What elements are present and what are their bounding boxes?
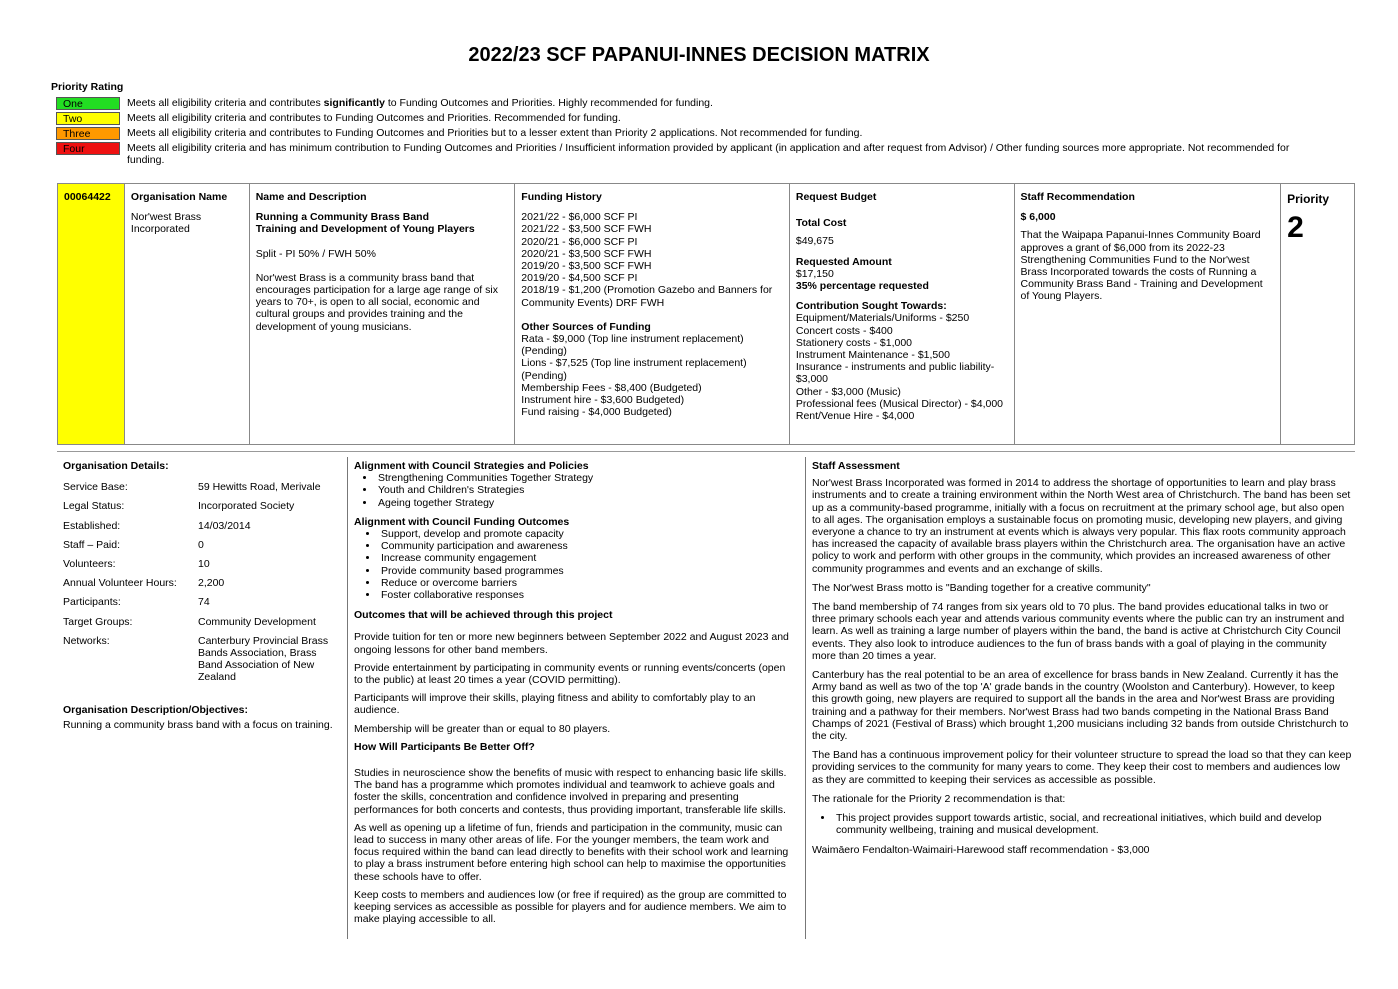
project-outcome-item: Provide entertainment by participating in community events or running events/concerts (open to the public) at least 20 times a year (COVID permitting). (354, 661, 786, 687)
total-cost-label: Total Cost (795, 217, 847, 230)
funding-history-item: 2020/21 - $3,500 SCF FWH (521, 247, 652, 260)
name-description-heading: Name and Description (255, 191, 367, 203)
project-outcome-item: Provide tuition for ten or more new beginners between September 2022 and August 2023 and ongoing lessons for other band members. (354, 631, 789, 656)
organisation-name-heading: Organisation Name (130, 191, 228, 203)
detail-label: Established: (63, 519, 121, 532)
funding-outcomes-heading: Alignment with Council Funding Outcomes (354, 515, 570, 528)
organisation-details-heading: Organisation Details: (63, 460, 169, 472)
column-divider-left (347, 457, 348, 939)
funding-outcomes-list (354, 528, 796, 601)
funding-history-list (521, 211, 783, 309)
detail-value: Canterbury Provincial Brass Bands Association, Brass Band Association of New Zealand (198, 634, 329, 684)
detail-label: Target Groups: (63, 615, 133, 628)
contribution-item: Instrument Maintenance - $1,500 (795, 349, 950, 362)
project-name-line-2: Training and Development of Young Players (255, 223, 475, 236)
detail-label: Participants: (63, 596, 121, 609)
funding-history-heading: Funding History (521, 191, 602, 203)
rationale-item: • This project provides support towards artistic, social, and recreational initiatives, which build and develop community wellbeing, training and musical development. (834, 812, 1352, 836)
name-description-cell (250, 184, 516, 444)
column-divider-right (805, 457, 806, 939)
total-cost-value: $49,675 (795, 235, 834, 248)
detail-row (63, 577, 343, 589)
priority-rating-row (56, 97, 1326, 110)
funding-history-item: 2019/20 - $4,500 SCF PI (521, 272, 638, 285)
staff-assessment-footer: Waimāero Fendalton-Waimairi-Harewood staff recommendation - $3,000 (812, 844, 1150, 857)
contribution-item: Other - $3,000 (Music) (795, 385, 901, 398)
other-source-item: Instrument hire - $3,600 Budgeted) (521, 394, 685, 407)
detail-label: Volunteers: (63, 558, 116, 571)
organisation-details-section (63, 457, 343, 731)
organisation-description-heading: Organisation Description/Objectives: (63, 703, 248, 716)
priority-swatch: Two (56, 112, 120, 125)
staff-assessment-paragraph: The rationale for the Priority 2 recommendation is that: (812, 792, 1066, 805)
detail-label: Service Base: (63, 481, 128, 494)
funding-history-item: 2021/22 - $6,000 SCF PI (521, 211, 638, 224)
priority-rating-row (56, 142, 1326, 167)
detail-row (63, 520, 343, 532)
funding-outcome-item: • Reduce or overcome barriers (379, 577, 796, 589)
priority-swatch: Four (56, 142, 120, 155)
other-source-item: Lions - $7,525 (Top line instrument replacement) (Pending) (521, 357, 747, 382)
detail-label: Annual Volunteer Hours: (63, 577, 177, 590)
staff-assessment-paragraph: The band membership of 74 ranges from six years old to 70 plus. The band provides educational talks in two or three primary schools each year and attends various community events where the public can try an instrument and learn. As well as training a large number of players within the band, the band is active at Christchurch City Council events. They also look to introduce audiences to the fun of brass bands with a goal of playing in the community more than 20 times a year. (812, 601, 1345, 662)
project-description: Nor'west Brass is a community brass band that encourages participation for a large age range of six years to 70+, is open to all social, economic and cultural groups and provides training and the development of young musicians. (255, 271, 498, 333)
staff-assessment-paragraph: Canterbury has the real potential to be an area of excellence for brass bands in New Zealand. Currently it has the Army band as well as two of the top 'A' grade bands in the country (Woolston and Canterbury). However, to keep this growth going, new players are required to support all the bands in the area and Nor'west Brass are providing training and a pathway for their members. Nor'west Brass had two bands competing in the National Brass Band Champs of 2021 (Festival of Brass) which brought 1,200 musicians including 32 bands from outside Christchurch to the city. (812, 669, 1349, 743)
priority-rating-heading: Priority Rating (51, 81, 124, 93)
staff-assessment-paragraph: The Nor'west Brass motto is "Banding together for a creative community" (812, 581, 1151, 594)
detail-value: 59 Hewitts Road, Merivale (198, 481, 321, 494)
rationale-list (812, 812, 1352, 836)
detail-row (63, 558, 343, 570)
detail-value: 10 (198, 558, 210, 571)
detail-value: 74 (198, 596, 210, 609)
contribution-item: Concert costs - $400 (795, 324, 893, 337)
project-outcomes-heading: Outcomes that will be achieved through this project (354, 609, 613, 622)
priority-description: Meets all eligibility criteria and contributes to Funding Outcomes and Priorities but to a lesser extent than Priority 2 applications. Not recommended for funding. (127, 127, 863, 139)
priority-cell (1281, 184, 1354, 444)
strategies-list (354, 472, 796, 509)
project-name-line-1: Running a Community Brass Band (255, 211, 429, 224)
funding-outcome-item: • Foster collaborative responses (379, 589, 796, 601)
request-budget-heading: Request Budget (795, 191, 877, 203)
project-outcome-item: Membership will be greater than or equal to 80 players. (354, 722, 611, 735)
contribution-item: Stationery costs - $1,000 (795, 336, 913, 349)
priority-rating-row (56, 112, 1326, 125)
contribution-heading: Contribution Sought Towards: (795, 300, 947, 313)
application-id-cell (58, 184, 125, 444)
other-sources-heading: Other Sources of Funding (521, 320, 651, 333)
better-off-paragraph: Keep costs to members and audiences low (or free if required) as the group are committed to keeping services as accessible as possible for players and for audience members. We aim to make playing accessible to all. (354, 888, 787, 926)
detail-row (63, 616, 343, 628)
request-budget-cell (790, 184, 1015, 444)
detail-row (63, 596, 343, 608)
staff-assessment-heading: Staff Assessment (812, 460, 900, 472)
priority-description-emphasis: significantly (323, 97, 385, 109)
funding-history-item: 2019/20 - $3,500 SCF FWH (521, 260, 652, 273)
contribution-item: Equipment/Materials/Uniforms - $250 (795, 312, 970, 325)
priority-description: Meets all eligibility criteria and contributes significantly to Funding Outcomes and Priorities. Highly recommended for funding. (127, 97, 713, 109)
staff-assessment-section (812, 457, 1352, 857)
staff-assessment-paragraphs (812, 477, 1352, 805)
detail-value: 14/03/2014 (198, 519, 251, 532)
detail-value: 0 (198, 538, 204, 551)
contribution-item: Rent/Venue Hire - $4,000 (795, 410, 915, 423)
staff-assessment-paragraph: The Band has a continuous improvement policy for their volunteer structure to spread the load so that they can keep providing services to the community for many years to come. They keep their cost to members and audiences low as they are committed to keeping their services as accessible as possible. (812, 749, 1352, 786)
detail-row (63, 635, 343, 684)
requested-amount-label: Requested Amount (795, 255, 892, 268)
staff-recommendation-heading: Staff Recommendation (1020, 191, 1135, 203)
requested-amount-value: $17,150 (795, 267, 834, 280)
detail-row (63, 500, 343, 512)
priority-description: Meets all eligibility criteria and contributes to Funding Outcomes and Priorities. Recommended for funding. (127, 112, 621, 124)
strategies-heading: Alignment with Council Strategies and Policies (354, 460, 589, 472)
contribution-item: Professional fees (Musical Director) - $4,000 (795, 397, 1004, 410)
other-source-item: Rata - $9,000 (Top line instrument replacement) (Pending) (521, 333, 744, 358)
organisation-name: Nor'west Brass Incorporated (130, 211, 202, 236)
staff-recommendation-text: That the Waipapa Papanui-Innes Community Board approves a grant of $6,000 from its 2022-23 Strengthening Communities Fund to the Nor'west Brass Incorporated towards the costs of Running a Community Brass Band - Training and Development of Young Players. (1020, 229, 1263, 303)
contribution-list (796, 312, 1008, 422)
priority-rating-row (56, 127, 1326, 140)
detail-label: Staff – Paid: (63, 538, 121, 551)
staff-assessment-paragraph: Nor'west Brass Incorporated was formed in 2014 to address the shortage of opportunities to learn and play brass instruments and to create a training environment within the North West area of Christchurch. The band has been set up as a community-based programme, initially with a focus on recruitment at the primary school age, but also open to all ages. The organisation employs a sustainable focus on promoting music, developing new players, and giving everyone a chance to try an instrument at events which is always very popular. This flax roots community approach has increased the capacity of available brass players within the Christchurch area. The organisation have an active policy to work and perform with other groups in the community, which provides an increased awareness of other community programmes and events and an exchange of skills. (812, 477, 1351, 575)
priority-value: 2 (1287, 211, 1304, 245)
section-divider (57, 451, 1355, 452)
contribution-item: Insurance - instruments and public liability- $3,000 (795, 361, 995, 386)
percentage-requested: 35% percentage requested (795, 280, 929, 293)
funding-history-cell (515, 184, 790, 444)
detail-row (63, 481, 343, 493)
funding-history-item: 2020/21 - $6,000 SCF PI (521, 235, 638, 248)
detail-value: Incorporated Society (198, 500, 295, 513)
detail-row (63, 539, 343, 551)
other-source-item: Fund raising - $4,000 Budgeted) (521, 406, 672, 419)
strategy-item: • Ageing together Strategy (376, 497, 796, 509)
priority-heading: Priority (1287, 192, 1330, 206)
funding-outcome-item: • Provide community based programmes (379, 565, 796, 577)
organisation-description: Running a community brass band with a focus on training. (63, 718, 333, 731)
funding-outcome-item: • Support, develop and promote capacity (379, 528, 796, 540)
organisation-details-list (63, 481, 343, 683)
detail-value: Community Development (198, 615, 316, 628)
staff-recommendation-cell (1015, 184, 1282, 444)
strategy-item: • Strengthening Communities Together Strategy (376, 472, 796, 484)
page-title: 2022/23 SCF PAPANUI-INNES DECISION MATRIX (468, 44, 930, 66)
application-id: 00064422 (64, 191, 111, 203)
other-sources-list (521, 333, 783, 418)
organisation-name-cell (125, 184, 250, 444)
funding-history-item: 2021/22 - $3,500 SCF FWH (521, 223, 652, 236)
funding-split: Split - PI 50% / FWH 50% (255, 247, 376, 260)
funding-outcome-item: • Increase community engagement (379, 552, 796, 564)
detail-label: Networks: (63, 634, 110, 647)
detail-value: 2,200 (198, 577, 225, 590)
project-outcomes-list (354, 631, 796, 734)
priority-description: Meets all eligibility criteria and has minimum contribution to Funding Outcomes and Priorities / Insufficient information provided by applicant (in application and after request from Advisor) / Other funding sources more appropriate. Not recommended for funding. (127, 142, 1290, 167)
better-off-paragraph: Studies in neuroscience show the benefits of music with respect to enhancing basic life skills. The band has a programme which promotes individual and teamwork to achieve goals and foster the skills, concentration and confidence involved in preparing and presenting performances for both concerts and contests, thus providing important, transferable life skills. (354, 767, 787, 816)
application-summary-table (57, 183, 1355, 445)
better-off-paragraph: As well as opening up a lifetime of fun, friends and participation in the community, music can lead to success in many other areas of life. For the younger members, the team work and focus required within the band can lead directly to benefits with their school work and learning to play a brass instrument before entering high school can help to maximise the opportunities these schools have to offer. (354, 821, 789, 883)
strategy-item: • Youth and Children's Strategies (376, 484, 796, 496)
priority-rating-legend (56, 97, 1326, 169)
other-source-item: Membership Fees - $8,400 (Budgeted) (521, 381, 702, 394)
staff-recommendation-amount: $ 6,000 (1020, 211, 1056, 224)
detail-label: Legal Status: (63, 500, 125, 513)
funding-outcome-item: • Community participation and awareness (379, 540, 796, 552)
priority-swatch: One (56, 97, 120, 110)
better-off-list (354, 767, 796, 925)
priority-swatch: Three (56, 127, 120, 140)
funding-history-item: 2018/19 - $1,200 (Promotion Gazebo and Banners for Community Events) DRF FWH (521, 284, 773, 309)
alignment-section (354, 457, 796, 932)
better-off-heading: How Will Participants Be Better Off? (354, 740, 535, 753)
project-outcome-item: Participants will improve their skills, playing fitness and ability to comfortably play to an audience. (354, 692, 756, 717)
